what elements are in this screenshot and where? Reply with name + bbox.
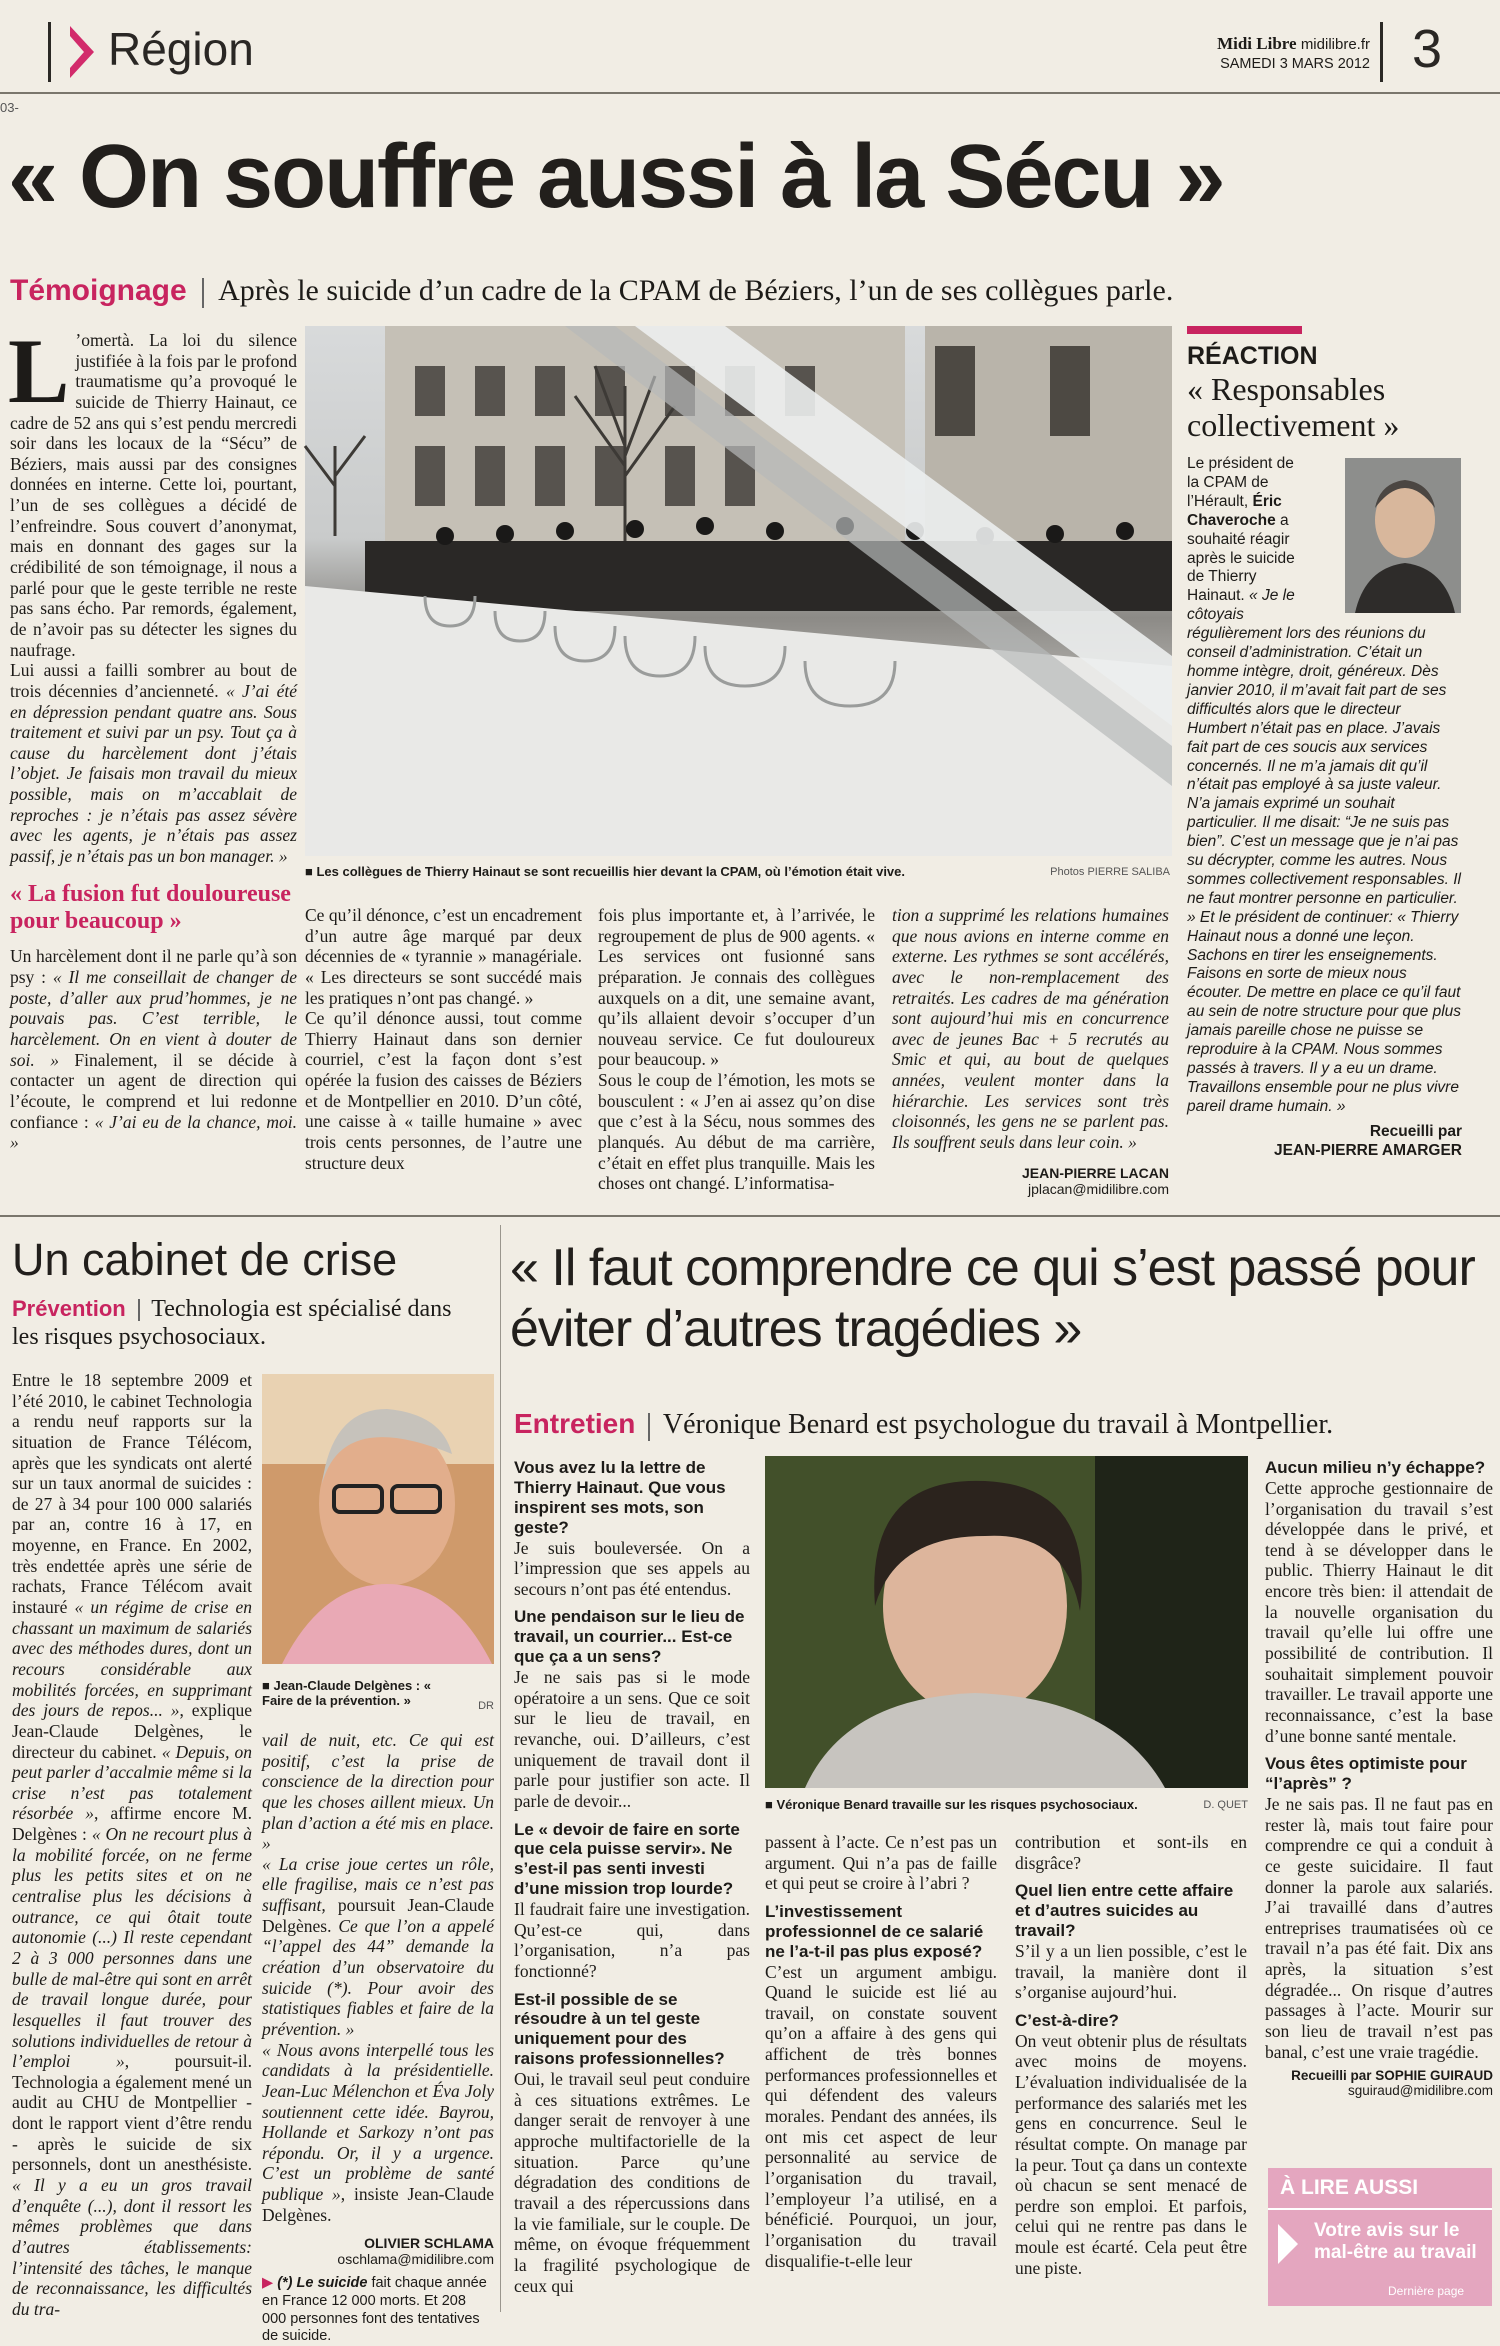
main-headline: « On souffre aussi à la Sécu » xyxy=(8,127,1224,227)
article1-col4-p1: tion a supprimé les relations humaines que nous avions en interne comme en externe. Les rythmes se sont accélérés, avec le non-remplacement des retraités. Les cadres de ma génération sont aujourd’hui mis en concurrence avec de jeunes Bac + 5 recrutés au Smic et qui, au bout de quelques années, veulent monter dans la hiérarchie. Les services sont très cloisonnés, les gens ne se parlent pas. Ils souffrent seuls dans leur coin. » xyxy=(892,905,1169,1153)
photo-spacer xyxy=(1300,455,1462,617)
reaction-name: Éric Chaveroche xyxy=(1187,492,1282,529)
interview-a2: Je ne sais pas si le mode opératoire a un sens. Que ce soit sur le lieu de travail, en revanche, oui. D’ailleurs, c’est uniquement de travail dont il parle pour justifier son acte. Il parle de devoir... xyxy=(514,1667,750,1811)
cabinet-email[interactable]: oschlama@midilibre.com xyxy=(337,2251,494,2268)
interview-a3: Il faudrait faire une investigation. Qu’est-ce qui, dans l’organisation, n’a pas fonctionné? xyxy=(514,1899,750,1981)
interview-a9: Je ne sais pas. Il ne faut pas en rester là, mais tout faire pour comprendre ce qui a conduit à ce geste suicidaire. Il faut donner la parole aux salariés. J’ai travaillé dans d’autres entreprises traumatisées où ce travail n’a pas été fait. Dix ans après, la situation s’est dégradée... On risque d’autres passages à l’acte. Mourir sur son lieu de travail n’est pas banal, c’est une vraie tragédie. xyxy=(1265,1793,1493,2062)
benard-caption: ■ Véronique Benard travaille sur les risques psychosociaux. xyxy=(765,1797,1138,1812)
interview-standfirst: Entretien Véronique Benard est psychologue du travail à Montpellier. xyxy=(514,1408,1334,1440)
portrait-illustration xyxy=(262,1374,494,1664)
article1-col1 xyxy=(8,320,298,1153)
reaction-quote: « Je le côtoyais régulièrement lors des réunions du conseil d’administration. C’était un homme intègre, droit, généreux. Dès janvier 2010, il m’avait fait part de ses difficultés alors que le directeur Humbert n’était pas en place. J’avais fait part de ces soucis aux services concernés. Il ne m’a jamais dit qu’il n’était pas employé à sa juste valeur. N’a jamais exprimé un souhait particulier. Il me disait: “Je ne suis pas bien”. C’est un message que je n’ai pas su décrypter, comme les autres. Nous sommes collectivement responsables. Il ne faut montrer personne en particulier. » Et le président de continuer: « Thierry Hainaut nous a donné une leçon. Sachons en tirer les enseignements. Faisons en sorte de mieux nous écouter. De mettre en place ce qu’il faut au sein de notre structure pour que plus jamais pareille chose ne puisse se reproduire à la CPAM. Nous sommes passés à travers. Il y a eu un drame. Travaillons ensemble pour ne plus vivre pareil drame humain. » xyxy=(1187,587,1462,1115)
column-divider xyxy=(500,1225,501,2312)
article1-col3-p1: fois plus importante et, à l’arrivée, le regroupement de plus de 900 agents. « Les services ont fusionné sans préparation. Je connais des collègues auxquels on a dit, une semaine avant, qu’ils allaient devoir s’occuper d’un nouveau service. Ce fut douloureux pour beaucoup. » xyxy=(598,905,875,1070)
section-title: Région xyxy=(108,23,254,75)
promo-sub: Dernière page xyxy=(1388,2284,1465,2298)
interview-col3 xyxy=(1015,1832,1247,2278)
interview-q7: C’est-à-dire? xyxy=(1015,2010,1119,2030)
cabinet-col1 xyxy=(12,1370,252,2319)
kicker-entretien: Entretien xyxy=(514,1408,636,1439)
promo-title: À LIRE AUSSI xyxy=(1280,2176,1419,2199)
reaction-credit: Recueilli par JEAN-PIERRE AMARGER xyxy=(1273,1122,1462,1159)
cabinet-signature: OLIVIER SCHLAMA xyxy=(364,2235,494,2252)
interview-a8: Cette approche gestionnaire de l’organisation du travail s’est développée dans le privé, et tend à se développer dans le public. Thierry Hainaut le dit encore très bien: il attendait de la nouvelle organisation du travail qu’elle lui offre une possibilité de contribution. Il souhaitait simplement pouvoir travailler. Le travail apporte une reconnaissance, c’est la base d’une bonne santé mentale. xyxy=(1265,1477,1493,1746)
cabinet-col2-p3: « Nous avons interpellé tous les candidats à la présidentielle. Jean-Luc Mélenchon et Éva Joly soutiennent cette idée. Bayrou, Hollande et Sarkozy n’ont pas répondu. Or, il y a urgence. C’est un problème de santé publique », insiste Jean-Claude Delgènes. xyxy=(262,2039,494,2225)
interview-q6: Quel lien entre cette affaire et d’autres suicides au travail? xyxy=(1015,1881,1234,1941)
margin-code: 03- xyxy=(0,100,19,115)
interview-q2: Une pendaison sur le lieu de travail, un courrier... Est-ce que ça a un sens? xyxy=(514,1607,745,1667)
paper-title: Midi Libre xyxy=(1217,34,1297,53)
header-divider-right xyxy=(1380,22,1383,82)
paper-site: midilibre.fr xyxy=(1300,36,1370,53)
promo-rule xyxy=(1268,2208,1492,2210)
kicker-separator xyxy=(138,1299,140,1321)
benard-photo xyxy=(765,1456,1248,1788)
portrait-illustration xyxy=(765,1456,1248,1788)
article1-standfirst: Après le suicide d’un cadre de la CPAM de Béziers, l’un de ses collègues parle. xyxy=(218,274,1174,307)
reaction-body: Le président de la CPAM de l’Hérault, Éric Chaveroche a souhaité réagir après le suicide de Thierry Hainaut. « Je le côtoyais régulièrement lors des réunions du conseil d’administration. C’était un homme intègre, droit, généreux. Dès janvier 2010, il m’avait fait part de ses difficultés alors que le directeur Humbert n’était pas en place. J’avais fait part de ces soucis aux services concernés. Il ne m’a jamais dit qu’il n’était pas employé à sa juste valeur. N’a jamais exprimé un souhait particulier. Il me disait: “Je ne suis pas bien”. C’est un message que je n’ai pas su décrypter, comme les autres. Nous sommes collectivement responsables. Il ne faut montrer personne en particulier. » Et le président de continuer: « Thierry Hainaut nous a donné une leçon. Sachons en tirer les enseignements. Faisons en sorte de mieux nous écouter. De mettre en place ce qu’il faut au sein de notre structure pour que plus jamais pareille chose ne puisse se reproduire à la CPAM. Nous sommes passés à travers. Il y a eu un drame. Travaillons ensemble pour ne plus vivre pareil drame humain. » Recueilli par JEAN-PIERRE AMARGER xyxy=(1187,455,1462,1159)
delgenes-credit: DR xyxy=(478,1700,494,1712)
interview-a4b: passent à l’acte. Ce n’est pas un argument. Qui n’a pas de faille et qui peut se croire à l’abri ? xyxy=(765,1832,997,1894)
interview-col2 xyxy=(765,1832,997,2271)
article1-col2-p1: Ce qu’il dénonce, c’est un encadrement d’un autre âge marqué par deux décennies de « tyrannie » managériale. « Les directeurs se sont succédé mais les pratiques n’ont pas changé. » xyxy=(305,905,582,1008)
interview-email[interactable]: sguiraud@midilibre.com xyxy=(1347,2083,1493,2099)
interview-a5b: contribution et sont-ils en disgrâce? xyxy=(1015,1832,1247,1873)
cpam-gathering-photo xyxy=(305,326,1172,856)
cabinet-footnote: ▶ (*) Le suicide fait chaque année en France 12 000 morts. Et 208 000 personnes font des tentatives de suicide. xyxy=(262,2275,487,2345)
interview-col4 xyxy=(1265,1458,1493,2098)
article1-col1-p3: Un harcèlement dont il ne parle qu’à son psy : « Il me conseillait de changer de poste, d’aller aux prud’hommes, je ne pouvais pas. C’est terrible, le harcèlement. On en vient à douter de soi. » Finalement, il se décide à contacter un agent de direction qui l’écoute, le comprend et lui redonne confiance : « J’ai eu de la chance, moi. » xyxy=(10,946,298,1153)
reaction-bar xyxy=(1187,326,1302,334)
article1-standfirst-line xyxy=(10,274,1173,308)
interview-q9: Vous êtes optimiste pour “l’après” ? xyxy=(1265,1754,1467,1794)
interview-q3: Le « devoir de faire en sorte que cela puisse servir». Ne s’est-il pas senti investi d’une mission trop lourde? xyxy=(514,1819,740,1899)
header-rule xyxy=(0,92,1500,94)
reaction-tag: RÉACTION xyxy=(1187,342,1318,370)
cabinet-title: Un cabinet de crise xyxy=(12,1234,398,1285)
cabinet-standfirst: Prévention Technologia est spécialisé dans les risques psychosociaux. xyxy=(12,1296,452,1350)
photo-illustration xyxy=(305,326,1172,856)
article1-subhead: « La fusion fut douloureuse pour beaucoup » xyxy=(10,880,291,934)
main-photo-caption: ■ Les collègues de Thierry Hainaut se sont recueillis hier devant la CPAM, où l’émotion était vive. xyxy=(305,864,906,879)
chevron-right-icon xyxy=(70,26,94,78)
cabinet-col2-p2: « La crise joue certes un rôle, elle fragilise, mais ce n’est pas suffisant, poursuit Jean-Claude Delgènes. Ce que l’on a appelé “l’appel des 44” demande la création d’un observatoire du suicide (*). Pour avoir des statistiques fiables et faire de la prévention. » xyxy=(262,1853,494,2039)
article1-col2-p2: Ce qu’il dénonce aussi, tout comme Thierry Hainaut dans son dernier courriel, c’est la façon dont s’est opérée la fusion des caisses de Béziers et de Montpellier en 2010. D’un côté, une caisse à « taille humaine » avec trois cents personnes, de l’autre une structure deux xyxy=(305,1008,582,1173)
article1-col3 xyxy=(598,905,875,1194)
kicker-prevention: Prévention xyxy=(12,1296,126,1321)
article1-col4 xyxy=(892,905,1169,1197)
benard-credit: D. QUET xyxy=(1203,1799,1248,1811)
promo-text: Votre avis sur le mal-être au travail xyxy=(1314,2220,1477,2263)
interview-q5: L’investissement professionnel de ce salarié ne l’a-t-il pas plus exposé? xyxy=(765,1901,984,1961)
article1-col3-p2: Sous le coup de l’émotion, les mots se bousculent : « J’en ai assez qu’on dise que c’est à la Sécu, nous sommes des planqués. Au début de ma carrière, c’était en effet plus tranquille. Mais les choses ont changé. L’informatisa- xyxy=(598,1070,875,1194)
kicker-separator xyxy=(202,278,204,308)
dropcap: L xyxy=(8,320,70,422)
article1-col1-p2: Lui aussi a failli sombrer au bout de trois décennies d’ancienneté. « J’ai été en dépression pendant quatre ans. Sous traitement et suivi par un psy. Tout ça à cause du harcèlement dont j’étais l’objet. Je faisais mon travail du mieux possible, mais on m’accablait de reproches : je n’étais pas assez sévère avec les agents, je n’étais pas assez passif, je n’étais pas un bon manager. » xyxy=(10,660,297,867)
delgenes-photo xyxy=(262,1374,494,1664)
article1-signature: JEAN-PIERRE LACAN xyxy=(1021,1164,1169,1181)
chevron-right-icon xyxy=(1278,2224,1298,2264)
interview-a5: C’est un argument ambigu. Quand le suicide est lié au travail, on constate souvent qu’on a affaire à des gens qui affichent de très bonnes performances professionnelles et qui défendent des valeurs morales. Pendant des années, ils ont mis cet aspect de leur personnalité au service de l’organisation du travail, l’employeur l’a utilisé, en a bénéficié. Pourquoi, un jour, l’organisation du travail disqualifie-t-elle leur xyxy=(765,1961,997,2271)
page-number: 3 xyxy=(1412,19,1443,79)
interview-q1: Vous avez lu la lettre de Thierry Hainaut. Que vous inspirent ses mots, son geste? xyxy=(514,1458,726,1537)
paper-name xyxy=(1180,34,1370,54)
article1-email[interactable]: jplacan@midilibre.com xyxy=(1027,1180,1169,1197)
interview-q4: Est-il possible de se résoudre à un tel geste uniquement pour des raisons professionnelles? xyxy=(514,1989,725,2069)
interview-a7: On veut obtenir plus de résultats avec moins de moyens. L’évaluation individualisée de la performance des salariés met les gens en concurrence. Seul le résultat compte. On manage par la peur. Tout ça dans un contexte où chacun se sent menacé de perdre son emploi. Et parfois, celui qui ne rentre pas dans le moule est écarté. Cela peut être une piste. xyxy=(1015,2030,1247,2278)
header-divider-left xyxy=(48,22,51,82)
cabinet-col2-text: vail de nuit, etc. Ce qui est positif, c’est la prise de conscience de la direction pour que les choses aillent mieux. Un plan d’action a été mis en place. » xyxy=(262,1730,494,1854)
article1-col1-p1: L ’omertà. La loi du silence justifiée à la fois par le profond traumatisme qu’a provoqué le suicide de Thierry Hainaut, ce cadre de 52 ans qui s’est pendu mercredi soir dans les locaux de la “Sécu” de Béziers, mais aussi par des consignes données en interne. Cette loi, pourtant, l’un de ses collègues a décidé de l’enfreindre. Sous couvert d’anonymat, mais en donnant des gages sur la crédibilité de son témoignage, il nous a parlé pour que le geste terrible ne reste pas sans écho. Par remords, également, de n’avoir pas su détecter les signes du naufrage. xyxy=(8,320,297,660)
issue-date: SAMEDI 3 MARS 2012 xyxy=(1220,56,1370,72)
interview-headline: « Il faut comprendre ce qui s’est passé pour éviter d’autres tragédies » xyxy=(510,1239,1475,1359)
interview-col1 xyxy=(514,1458,750,2296)
cabinet-col1-text: Entre le 18 septembre 2009 et l’été 2010, le cabinet Technologia a rendu neuf rapports sur la situation de France Télécom, après que les syndicats ont alerté sur un taux anormal de suicides : de 27 à 34 pour 100 000 salariés par an, contre 16 à 17, en moyenne, en France. En 2002, très endettée après une série de rachats, France Télécom avait instauré « un régime de crise en chassant un maximum de salariés avec des méthodes dures, dont un recours considérable aux mobilités forcées, en supprimant des jours de repos... », explique Jean-Claude Delgènes, le directeur du cabinet. « Depuis, on peut parler d’accalmie même si la crise n’est pas totalement résorbée », affirme encore M. Delgènes : « On ne recourt plus à la mobilité forcée, on ne ferme plus les petits sites et on ne centralise plus les décisions à outrance, ce qui ôtait toute autonomie (...) Il reste cependant 2 à 3 000 personnes dans une bulle de mal-être qui sont en arrêt de travail longue durée, pour lesquelles il faut trouver des solutions individuelles de retour à l’emploi », poursuit-il. Technologia a également mené un audit au CHU de Montpellier - dont le rapport vient d’être rendu - après le suicide de six personnels, dont un anesthésiste. « Il y a eu un gros travail d’enquête (...), dont il ressort les mêmes problèmes que dans d’autres établissements: l’intensité des tâches, le manque de reconnaissance, les difficultés du tra- xyxy=(12,1370,253,2319)
kicker-separator xyxy=(648,1413,650,1441)
interview-a4: Oui, le travail seul peut conduire à ces situations extrêmes. Le danger serait de renvoyer à une approche multifactorielle de la situation. Parce qu’une dégradation des conditions de travail a des répercussions dans la vie familiale, sur le couple. De même, on évoque fréquemment la fragilité psychologique de ceux qui xyxy=(514,2069,750,2296)
mid-rule xyxy=(0,1215,1500,1217)
reaction-title: « Responsables collectivement » xyxy=(1187,371,1400,443)
kicker-temoignage: Témoignage xyxy=(10,274,187,307)
main-photo-credit: Photos PIERRE SALIBA xyxy=(1050,866,1170,878)
promo-box[interactable] xyxy=(1268,2168,1492,2306)
interview-a6: S’il y a un lien possible, c’est le travail, la manière dont il s’organise aujourd’hui. xyxy=(1015,1940,1247,2003)
interview-credit: Recueilli par SOPHIE GUIRAUD xyxy=(1291,2068,1493,2084)
interview-q8: Aucun milieu n’y échappe? xyxy=(1265,1458,1486,1477)
cabinet-col2 xyxy=(262,1730,494,2346)
article1-col2 xyxy=(305,905,582,1173)
interview-a1: Je suis bouleversée. On a l’impression que ses appels au secours n’ont pas été entendus. xyxy=(514,1537,750,1599)
footnote-arrow: ▶ xyxy=(262,2275,274,2292)
delgenes-caption: ■ Jean-Claude Delgènes : « Faire de la prévention. » xyxy=(262,1678,431,1708)
